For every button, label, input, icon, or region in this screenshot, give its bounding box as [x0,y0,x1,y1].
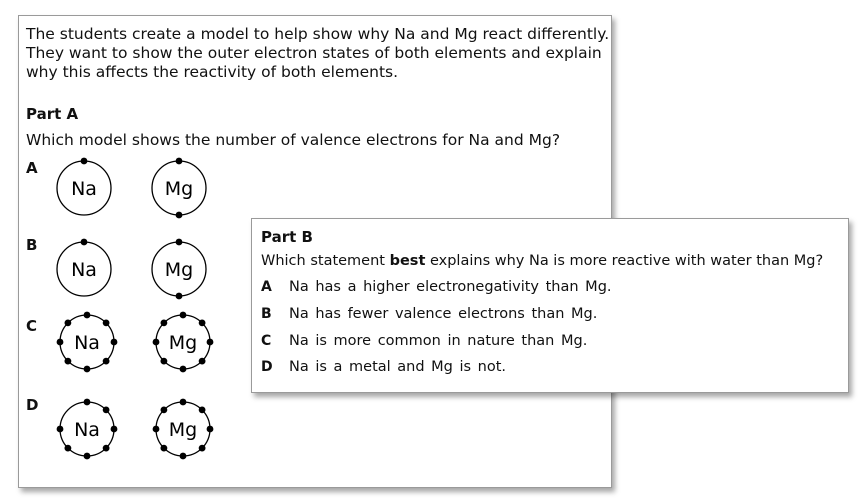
electron [161,358,168,365]
electron [65,358,72,365]
electron [207,426,214,433]
electron [207,339,214,346]
electron [84,399,91,406]
option-text: Na is more common in nature than Mg. [289,333,588,349]
electron [65,320,72,327]
electron [199,358,206,365]
electron [103,358,110,365]
na-label: Na [74,332,100,354]
part-a-question: Which model shows the number of valence electrons for Na and Mg? [26,131,561,149]
electron [84,312,91,319]
option-letter: D [261,359,273,375]
na-label: Na [71,178,97,200]
electron [180,366,187,373]
electron [103,320,110,327]
na-atom-model [59,401,115,457]
electron [176,212,183,219]
part-b-question [261,253,823,269]
electron [176,293,183,300]
option-letter: B [26,236,38,254]
option-letter: B [261,306,272,322]
electron [81,239,88,246]
electron [176,239,183,246]
electron [65,445,72,452]
electron [84,366,91,373]
na-atom-model [56,160,112,216]
question-suffix: explains why Na is more reactive with water than Mg? [429,253,824,269]
mg-atom-model [151,160,207,216]
mg-label: Mg [168,419,198,441]
option-text: Na has a higher electronegativity than Mg. [289,279,612,295]
option-letter: D [26,396,39,414]
electron [161,407,168,414]
electron [199,407,206,414]
question-prefix: Which statement [261,253,385,269]
na-label: Na [71,259,97,281]
mg-label: Mg [164,259,194,281]
option-letter: C [261,333,272,349]
na-atom-model [56,241,112,297]
mg-atom-model [155,314,211,370]
mg-atom-model [151,241,207,297]
na-label: Na [74,419,100,441]
part-b-heading: Part B [261,228,313,246]
electron [161,320,168,327]
option-text: Na has fewer valence electrons than Mg. [289,306,598,322]
option-letter: C [26,317,38,335]
part-a-heading: Part A [26,105,79,123]
electron [57,426,64,433]
intro-text: The students create a model to help show why Na and Mg react differently. They want to show the outer electron states of both elements and explain why this affects the reactivity of both elements. [26,25,610,81]
mg-label: Mg [164,178,194,200]
electron [111,426,118,433]
electron [180,399,187,406]
electron [84,453,91,460]
electron [153,339,160,346]
mg-label: Mg [168,332,198,354]
electron [103,407,110,414]
electron [111,339,118,346]
part-b-card [251,218,849,393]
electron [81,158,88,165]
electron [199,445,206,452]
electron [103,445,110,452]
electron [57,339,64,346]
option-text: Na is a metal and Mg is not. [289,359,507,375]
electron [180,312,187,319]
electron [153,426,160,433]
question-emphasis: best [389,253,426,269]
electron [199,320,206,327]
na-atom-model [59,314,115,370]
electron [180,453,187,460]
mg-atom-model [155,401,211,457]
option-letter: A [26,159,38,177]
electron [161,445,168,452]
option-letter: A [261,279,272,295]
electron [176,158,183,165]
